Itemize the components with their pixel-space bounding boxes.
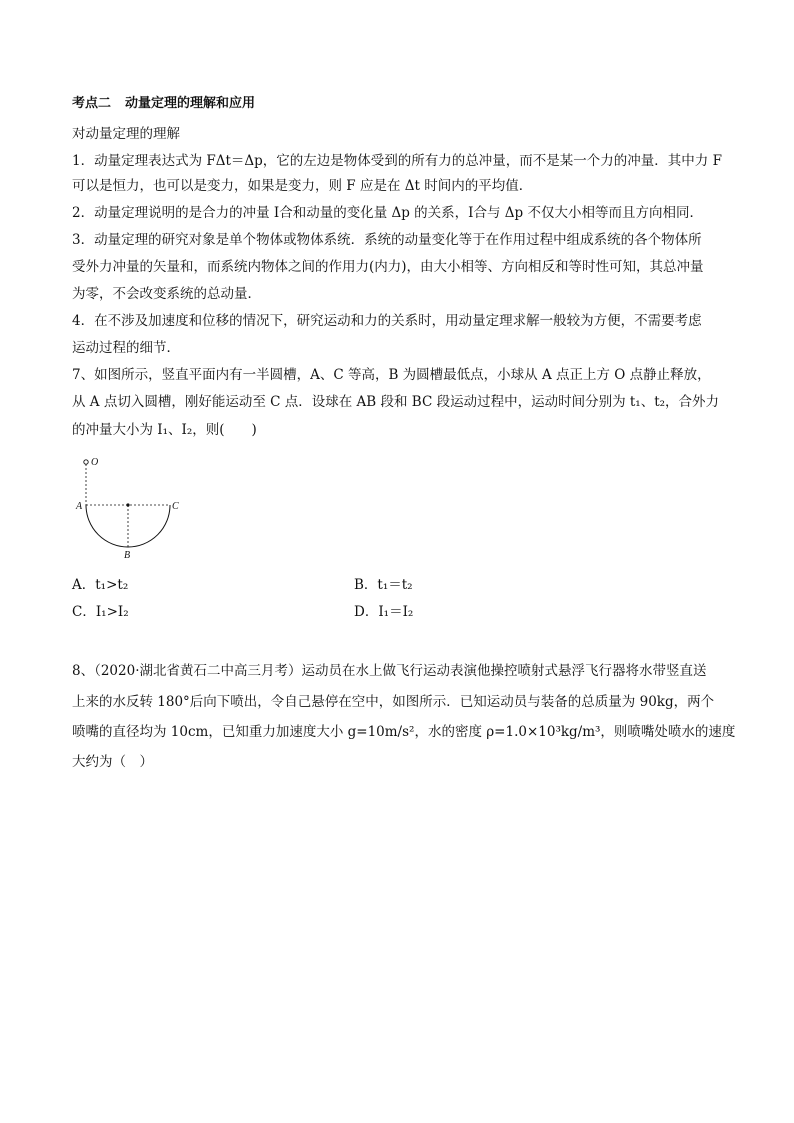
question-8-line: 8、（2020·湖北省黄石二中高三月考）运动员在水上做飞行运动表演他操控喷射式悬浮飞行器将水带竖直送 [72,663,707,679]
point-line: 可以是恒力，也可以是变力，如果是变力，则 F 应是在 Δt 时间内的平均值． [72,178,533,194]
question-8-line: 上来的水反转 180°后向下喷出，令自己悬停在空中，如图所示．已知运动员与装备的总质量为 90kg，两个 [72,694,715,710]
point-line: 2．动量定理说明的是合力的冲量 I合和动量的变化量 Δp 的关系，I合与 Δp 不仅大小相等而且方向相同． [72,205,703,221]
point-line: 运动过程的细节． [72,340,180,356]
point-line: 4．在不涉及加速度和位移的情况下，研究运动和力的关系时，用动量定理求解一般较为方便，不需要考虑 [72,313,702,329]
question-7-line: 的冲量大小为 I₁、I₂，则( ) [72,422,257,438]
question-8-line: 喷嘴的直径均为 10cm，已知重力加速度大小 g=10m/s²，水的密度 ρ=1.0×10³kg/m³，则喷嘴处喷水的速度 [72,724,736,740]
label-c: C [172,501,179,512]
label-o: O [91,457,99,468]
label-b: B [124,550,131,561]
point-o-circle [84,460,88,464]
center-dot [126,503,129,506]
point-line: 3．动量定理的研究对象是单个物体或物体系统．系统的动量变化等于在作用过程中组成系统的各个物体所 [72,232,702,248]
point-line: 为零，不会改变系统的总动量． [72,286,261,302]
label-a: A [76,501,83,512]
section-topic: 动量定理的理解和应用 [125,96,256,111]
question-7-line: 从 A 点切入圆槽，刚好能运动至 C 点．设球在 AB 段和 BC 段运动过程中，运动时间分别为 t₁、t₂，合外力 [72,394,720,410]
question-8-line: 大约为（ ） [72,754,153,770]
option-a: A．t₁>t₂ [72,577,129,593]
section-title [72,94,255,114]
question-7-line: 7、如图所示，竖直平面内有一半圆槽，A、C 等高，B 为圆槽最低点，小球从 A 点正上方 O 点静止释放， [72,367,711,383]
option-c: C．I₁>I₂ [72,604,129,620]
point-line: 受外力冲量的矢量和，而系统内物体之间的作用力(内力)，由大小相等、方向相反和等时性可知，其总冲量 [72,259,704,275]
option-b: B．t₁＝t₂ [354,577,413,593]
section-number: 考点二 [72,96,112,111]
semicircle-figure [72,454,192,562]
option-d: D．I₁＝I₂ [354,604,414,620]
subtitle: 对动量定理的理解 [72,126,180,142]
point-line: 1．动量定理表达式为 FΔt＝Δp，它的左边是物体受到的所有力的总冲量，而不是某一个力的冲量．其中力 F [72,153,722,169]
